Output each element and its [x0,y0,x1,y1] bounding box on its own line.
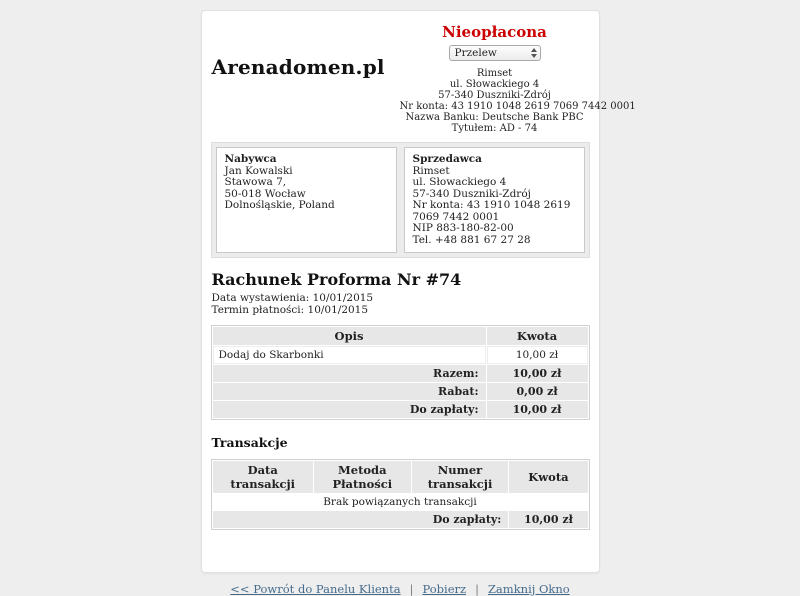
item-row [213,346,588,364]
payment-method-select[interactable] [449,45,541,61]
transactions-empty-row [213,494,588,510]
seller-line: NIP 883-180-82-00 [412,222,514,234]
footer-links [0,582,800,596]
link-separator: | [475,582,479,596]
back-to-panel-link[interactable]: << Powrót do Panelu Klienta [230,582,401,596]
seller-line: ul. Słowackiego 4 [412,176,507,188]
items-table [211,325,590,420]
summary-label: Razem: [213,365,486,382]
trans-header-method: Metoda Płatności [314,461,411,493]
company-header-line: Tytułem: AD - 74 [451,123,538,134]
seller-line: Rimset [412,164,450,177]
seller-line: Tel. +48 881 67 27 28 [412,233,531,246]
company-header-line: 57-340 Duszniki-Zdrój [438,90,551,101]
summary-value: 10,00 zł [487,365,588,382]
item-description: Dodaj do Skarbonki [213,346,486,364]
header-right-column [399,19,636,134]
invoice-title: Rachunek Proforma Nr #74 [211,270,462,289]
company-header-line: Nazwa Banku: Deutsche Bank PBC [405,112,584,123]
buyer-line: 50-018 Wocław [224,187,306,200]
summary-row-rabat [213,383,588,400]
summary-label: Rabat: [213,383,486,400]
download-link[interactable]: Pobierz [422,582,467,596]
trans-header-amount: Kwota [509,461,587,493]
seller-line: 57-340 Duszniki-Zdrój [412,187,531,200]
buyer-line: Jan Kowalski [224,164,293,177]
trans-header-date: Data transakcji [213,461,313,493]
due-date: Termin płatności: 10/01/2015 [211,304,369,316]
buyer-line: Dolnośląskie, Poland [224,199,335,211]
issue-date: Data wystawienia: 10/01/2015 [211,292,374,304]
summary-value: 10,00 zł [487,401,588,418]
summary-label: Do zapłaty: [213,401,486,418]
transactions-empty-text: Brak powiązanych transakcji [213,494,588,510]
items-header-kwota: Kwota [487,327,588,345]
summary-value: 0,00 zł [487,383,588,400]
summary-row-do-zaplaty [213,401,588,418]
transactions-header-row [213,461,588,493]
link-separator: | [409,582,414,596]
seller-title: Sprzedawca [412,153,482,165]
invoice-header [211,19,636,134]
transactions-heading: Transakcje [211,435,288,450]
buyer-line: Stawowa 7, [224,176,287,188]
items-header-row [213,327,588,345]
seller-line: Nr konta: 43 1910 1048 2619 7069 7442 0001 [412,199,571,223]
item-amount: 10,00 zł [487,346,588,364]
transactions-table [211,459,590,530]
transactions-total-label: Do zapłaty: [213,511,509,528]
parties-container [211,142,590,258]
transactions-total-row [213,511,588,528]
close-window-link[interactable]: Zamknij Okno [487,582,570,596]
invoice-card [201,10,636,573]
company-header-line: Rimset [476,68,513,79]
buyer-box [216,147,397,253]
company-header-line: Nr konta: 43 1910 1048 2619 7069 7442 0001 [399,101,636,112]
select-stepper-icon [531,48,537,58]
status-badge: Nieopłacona [442,23,547,41]
transactions-total-value: 10,00 zł [509,511,587,528]
site-logo: Arenadomen.pl [211,55,385,79]
payment-method-value: Przelew [454,47,497,59]
buyer-title: Nabywca [224,153,277,165]
seller-box [404,147,585,253]
trans-header-number: Numer transakcji [412,461,509,493]
company-header-line: ul. Słowackiego 4 [449,79,540,90]
company-header-block [399,68,636,134]
items-header-opis: Opis [213,327,486,345]
summary-row-razem [213,365,588,382]
